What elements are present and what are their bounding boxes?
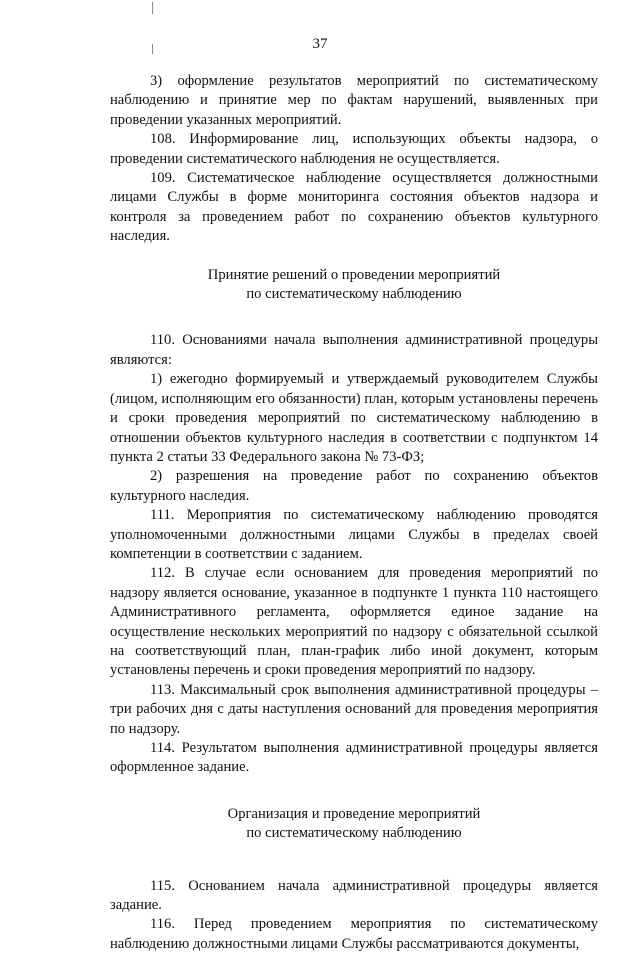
paragraph: 116. Перед проведением мероприятия по систематическому наблюдению должностными лицами Службы рассматриваются документы,: [110, 916, 598, 952]
paragraph: 108. Информирование лиц, использующих объекты надзора, о проведении систематического наблюдения не осуществляется.: [110, 131, 598, 167]
heading-line: Организация и проведение мероприятий: [227, 805, 481, 822]
paragraph: 111. Мероприятия по систематическому наблюдению проводятся уполномоченными должностными лицами Службы в пределах своей компетенции в соответствии с заданием.: [110, 507, 598, 562]
paragraph: 3) оформление результатов мероприятий по систематическому наблюдению и принятие мер по фактам нарушений, выявленных при проведении указанных мероприятий.: [110, 73, 598, 128]
paragraph: 2) разрешения на проведение работ по сохранению объектов культурного наследия.: [110, 468, 598, 504]
paragraph: 113. Максимальный срок выполнения административной процедуры – три рабочих дня с даты наступления оснований для проведения мероприятия по надзору.: [110, 681, 598, 737]
paragraph: 112. В случае если основанием для проведения мероприятий по надзору является основание, указанное в подпункте 1 пункта 110 настоящего Административного регламента, оформляется единое задание на осуществление нескольких мероприятий по надзору с обязательной ссылкой на соответствующий план, план-график либо иной документ, которым установлены перечень и сроки проведения мероприятий по надзору.: [110, 565, 598, 679]
section-heading: [110, 805, 598, 844]
scan-artifact-mark: [152, 2, 153, 14]
heading-line: по систематическому наблюдению: [246, 825, 462, 842]
page-number: 37: [312, 36, 328, 52]
heading-line: Принятие решений о проведении мероприятий: [207, 266, 501, 283]
paragraph: 1) ежегодно формируемый и утверждаемый руководителем Службы (лицом, исполняющим его обязанности) план, которым установлены перечень и сроки проведения мероприятий по систематическому наблюдению в отношении объектов культурного наследия в соответствии с подпунктом 14 пункта 2 статьи 33 Федерального закона № 73-ФЗ;: [110, 371, 598, 465]
paragraph: 109. Систематическое наблюдение осуществляется должностными лицами Службы в форме мониторинга состояния объектов надзора и контроля за проведением работ по сохранению объектов культурного наследия.: [110, 170, 598, 245]
paragraph: 115. Основанием начала административной процедуры является задание.: [110, 877, 598, 914]
document-body: [110, 72, 598, 954]
paragraph: 114. Результатом выполнения административной процедуры является оформленное задание.: [110, 740, 598, 776]
section-heading: [110, 266, 598, 305]
paragraph: 110. Основаниями начала выполнения административной процедуры являются:: [110, 332, 598, 368]
heading-line: по систематическому наблюдению: [246, 286, 462, 303]
